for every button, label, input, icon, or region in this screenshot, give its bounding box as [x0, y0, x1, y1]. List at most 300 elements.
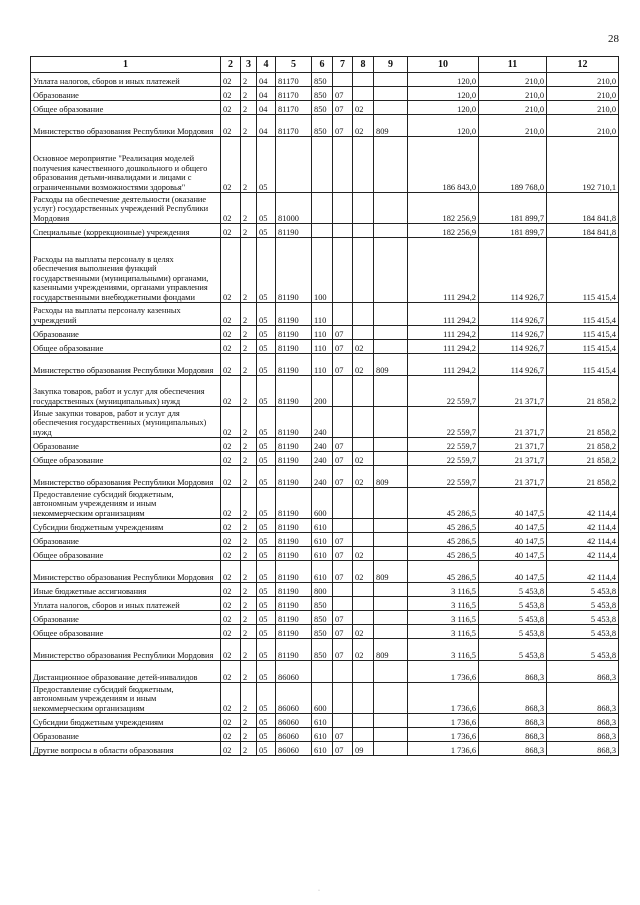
cell-value-year2: 5 453,8 [479, 583, 547, 597]
cell-expense-type: 610 [312, 519, 333, 533]
cell-subsection: 02 [353, 639, 374, 661]
cell-value-year2: 114 926,7 [479, 354, 547, 376]
cell-name: Расходы на выплаты персоналу в целях обеспечения выполнения функций государственными (муниципальными) органами, казенными учреждениями, органами управления государственными внебюджетными фондами [31, 238, 221, 303]
cell-value-year3: 115 415,4 [547, 340, 619, 354]
cell-subsection [353, 714, 374, 728]
cell-subprogram: 2 [241, 611, 257, 625]
cell-section [333, 137, 353, 193]
cell-target-code: 81190 [276, 547, 312, 561]
cell-direction: 05 [257, 519, 276, 533]
cell-value-year2: 5 453,8 [479, 597, 547, 611]
cell-value-year3: 42 114,4 [547, 533, 619, 547]
cell-ministry [374, 87, 408, 101]
cell-value-year1: 3 116,5 [408, 583, 479, 597]
cell-value-year2: 40 147,5 [479, 547, 547, 561]
cell-ministry [374, 452, 408, 466]
cell-subprogram: 2 [241, 466, 257, 488]
cell-value-year2: 5 453,8 [479, 625, 547, 639]
cell-name: Министерство образования Республики Мордовия [31, 354, 221, 376]
cell-direction: 05 [257, 238, 276, 303]
cell-name: Предоставление субсидий бюджетным, автономным учреждениям и иным некоммерческим организациям [31, 488, 221, 519]
cell-value-year1: 120,0 [408, 115, 479, 137]
cell-value-year2: 868,3 [479, 728, 547, 742]
cell-target-code: 81190 [276, 611, 312, 625]
cell-value-year3: 5 453,8 [547, 583, 619, 597]
cell-value-year1: 3 116,5 [408, 597, 479, 611]
cell-expense-type: 600 [312, 683, 333, 714]
cell-subsection [353, 376, 374, 407]
cell-direction: 05 [257, 303, 276, 326]
cell-program: 02 [221, 340, 241, 354]
cell-direction: 05 [257, 533, 276, 547]
cell-direction: 05 [257, 438, 276, 452]
cell-ministry [374, 224, 408, 238]
cell-subprogram: 2 [241, 488, 257, 519]
cell-ministry [374, 547, 408, 561]
cell-value-year3: 5 453,8 [547, 625, 619, 639]
cell-direction: 05 [257, 625, 276, 639]
cell-value-year2: 5 453,8 [479, 639, 547, 661]
cell-program: 02 [221, 238, 241, 303]
cell-name: Образование [31, 326, 221, 340]
cell-section: 07 [333, 533, 353, 547]
cell-expense-type: 850 [312, 101, 333, 115]
cell-section [333, 407, 353, 438]
cell-value-year3: 21 858,2 [547, 452, 619, 466]
cell-value-year1: 45 286,5 [408, 547, 479, 561]
cell-program: 02 [221, 639, 241, 661]
table-row [31, 639, 619, 661]
cell-target-code: 81190 [276, 533, 312, 547]
cell-expense-type: 850 [312, 625, 333, 639]
cell-expense-type [312, 137, 333, 193]
cell-target-code: 81190 [276, 488, 312, 519]
cell-program: 02 [221, 547, 241, 561]
column-header: 8 [353, 57, 374, 73]
cell-value-year1: 111 294,2 [408, 303, 479, 326]
cell-expense-type: 610 [312, 547, 333, 561]
cell-direction: 04 [257, 101, 276, 115]
cell-subsection [353, 438, 374, 452]
cell-value-year3: 210,0 [547, 115, 619, 137]
cell-expense-type [312, 224, 333, 238]
column-header: 3 [241, 57, 257, 73]
cell-name: Специальные (коррекционные) учреждения [31, 224, 221, 238]
cell-value-year1: 3 116,5 [408, 611, 479, 625]
cell-ministry [374, 238, 408, 303]
cell-program: 02 [221, 438, 241, 452]
cell-section: 07 [333, 547, 353, 561]
cell-direction: 05 [257, 683, 276, 714]
cell-ministry: 809 [374, 354, 408, 376]
cell-expense-type: 610 [312, 742, 333, 756]
cell-direction: 05 [257, 137, 276, 193]
cell-section [333, 224, 353, 238]
cell-expense-type [312, 193, 333, 224]
cell-direction: 05 [257, 354, 276, 376]
cell-value-year3: 42 114,4 [547, 488, 619, 519]
cell-name: Общее образование [31, 547, 221, 561]
cell-section: 07 [333, 340, 353, 354]
cell-value-year2: 40 147,5 [479, 561, 547, 583]
cell-value-year2: 114 926,7 [479, 326, 547, 340]
cell-value-year2: 40 147,5 [479, 533, 547, 547]
cell-name: Образование [31, 533, 221, 547]
cell-value-year2: 114 926,7 [479, 238, 547, 303]
cell-section [333, 303, 353, 326]
cell-direction: 05 [257, 714, 276, 728]
cell-value-year1: 186 843,0 [408, 137, 479, 193]
cell-target-code [276, 137, 312, 193]
cell-expense-type: 100 [312, 238, 333, 303]
cell-value-year1: 3 116,5 [408, 625, 479, 639]
cell-expense-type: 110 [312, 340, 333, 354]
cell-program: 02 [221, 714, 241, 728]
cell-program: 02 [221, 742, 241, 756]
cell-name: Уплата налогов, сборов и иных платежей [31, 597, 221, 611]
cell-subprogram: 2 [241, 547, 257, 561]
cell-program: 02 [221, 137, 241, 193]
table-row [31, 661, 619, 683]
cell-subprogram: 2 [241, 533, 257, 547]
table-row [31, 611, 619, 625]
cell-section [333, 597, 353, 611]
cell-subprogram: 2 [241, 326, 257, 340]
table-row [31, 597, 619, 611]
cell-subsection [353, 87, 374, 101]
cell-direction: 04 [257, 115, 276, 137]
table-row [31, 488, 619, 519]
cell-subprogram: 2 [241, 73, 257, 87]
cell-value-year3: 184 841,8 [547, 193, 619, 224]
cell-expense-type: 610 [312, 728, 333, 742]
cell-value-year3: 42 114,4 [547, 561, 619, 583]
column-header: 4 [257, 57, 276, 73]
column-header: 6 [312, 57, 333, 73]
cell-ministry: 809 [374, 466, 408, 488]
cell-value-year2: 21 371,7 [479, 466, 547, 488]
cell-section: 07 [333, 639, 353, 661]
cell-target-code: 81190 [276, 519, 312, 533]
cell-expense-type: 240 [312, 452, 333, 466]
cell-name: Закупка товаров, работ и услуг для обеспечения государственных (муниципальных) нужд [31, 376, 221, 407]
cell-program: 02 [221, 87, 241, 101]
cell-subsection: 02 [353, 547, 374, 561]
column-header: 11 [479, 57, 547, 73]
cell-value-year2: 181 899,7 [479, 224, 547, 238]
cell-value-year3: 868,3 [547, 742, 619, 756]
cell-subsection [353, 611, 374, 625]
cell-ministry [374, 714, 408, 728]
cell-section: 07 [333, 561, 353, 583]
cell-section [333, 238, 353, 303]
cell-subsection [353, 326, 374, 340]
cell-target-code: 81190 [276, 466, 312, 488]
cell-direction: 05 [257, 661, 276, 683]
cell-direction: 05 [257, 224, 276, 238]
cell-target-code: 86060 [276, 728, 312, 742]
cell-value-year3: 210,0 [547, 101, 619, 115]
cell-direction: 05 [257, 452, 276, 466]
table-row [31, 101, 619, 115]
cell-ministry [374, 376, 408, 407]
cell-name: Общее образование [31, 452, 221, 466]
cell-name: Министерство образования Республики Мордовия [31, 466, 221, 488]
cell-ministry: 809 [374, 561, 408, 583]
cell-value-year1: 45 286,5 [408, 561, 479, 583]
table-row [31, 354, 619, 376]
cell-target-code: 86060 [276, 742, 312, 756]
cell-target-code: 81190 [276, 224, 312, 238]
cell-direction: 05 [257, 193, 276, 224]
cell-value-year2: 114 926,7 [479, 340, 547, 354]
cell-target-code: 81190 [276, 583, 312, 597]
cell-subsection [353, 728, 374, 742]
cell-direction: 05 [257, 583, 276, 597]
cell-ministry: 809 [374, 639, 408, 661]
cell-subprogram: 2 [241, 340, 257, 354]
cell-program: 02 [221, 101, 241, 115]
cell-section: 07 [333, 611, 353, 625]
cell-value-year3: 192 710,1 [547, 137, 619, 193]
cell-value-year2: 21 371,7 [479, 438, 547, 452]
cell-target-code: 81190 [276, 639, 312, 661]
cell-ministry: 809 [374, 115, 408, 137]
cell-subsection: 02 [353, 561, 374, 583]
cell-program: 02 [221, 407, 241, 438]
budget-table [30, 56, 619, 756]
cell-subsection: 09 [353, 742, 374, 756]
table-row [31, 303, 619, 326]
cell-subprogram: 2 [241, 683, 257, 714]
cell-name: Расходы на обеспечение деятельности (оказание услуг) государственных учреждений Республики Мордовия [31, 193, 221, 224]
cell-program: 02 [221, 452, 241, 466]
cell-subprogram: 2 [241, 519, 257, 533]
cell-expense-type: 850 [312, 73, 333, 87]
cell-subsection [353, 73, 374, 87]
cell-ministry [374, 611, 408, 625]
cell-section [333, 488, 353, 519]
cell-section: 07 [333, 101, 353, 115]
cell-section: 07 [333, 326, 353, 340]
cell-expense-type: 110 [312, 303, 333, 326]
cell-expense-type: 110 [312, 354, 333, 376]
cell-program: 02 [221, 466, 241, 488]
cell-value-year2: 189 768,0 [479, 137, 547, 193]
cell-section [333, 714, 353, 728]
cell-ministry [374, 101, 408, 115]
cell-section: 07 [333, 625, 353, 639]
cell-subsection: 02 [353, 625, 374, 639]
cell-program: 02 [221, 193, 241, 224]
cell-ministry [374, 73, 408, 87]
cell-ministry [374, 742, 408, 756]
cell-subprogram: 2 [241, 115, 257, 137]
cell-subprogram: 2 [241, 583, 257, 597]
cell-ministry [374, 625, 408, 639]
cell-name: Министерство образования Республики Мордовия [31, 115, 221, 137]
cell-name: Образование [31, 728, 221, 742]
column-header: 1 [31, 57, 221, 73]
cell-target-code: 86060 [276, 714, 312, 728]
table-row [31, 407, 619, 438]
cell-value-year2: 21 371,7 [479, 407, 547, 438]
cell-value-year2: 21 371,7 [479, 452, 547, 466]
cell-direction: 05 [257, 407, 276, 438]
cell-subsection [353, 407, 374, 438]
cell-target-code: 81190 [276, 561, 312, 583]
cell-value-year1: 111 294,2 [408, 340, 479, 354]
cell-subprogram: 2 [241, 238, 257, 303]
cell-ministry [374, 326, 408, 340]
cell-ministry [374, 728, 408, 742]
cell-section [333, 683, 353, 714]
cell-section: 07 [333, 438, 353, 452]
cell-program: 02 [221, 561, 241, 583]
cell-ministry [374, 661, 408, 683]
cell-target-code: 86060 [276, 661, 312, 683]
cell-target-code: 81190 [276, 376, 312, 407]
cell-expense-type: 200 [312, 376, 333, 407]
cell-expense-type: 600 [312, 488, 333, 519]
cell-ministry [374, 137, 408, 193]
cell-subprogram: 2 [241, 742, 257, 756]
cell-program: 02 [221, 519, 241, 533]
cell-ministry [374, 533, 408, 547]
cell-direction: 05 [257, 376, 276, 407]
cell-value-year3: 5 453,8 [547, 611, 619, 625]
cell-value-year2: 210,0 [479, 73, 547, 87]
table-row [31, 115, 619, 137]
cell-value-year3: 21 858,2 [547, 466, 619, 488]
cell-value-year2: 868,3 [479, 742, 547, 756]
cell-expense-type: 800 [312, 583, 333, 597]
cell-direction: 04 [257, 73, 276, 87]
cell-program: 02 [221, 73, 241, 87]
table-row [31, 452, 619, 466]
cell-value-year3: 21 858,2 [547, 438, 619, 452]
cell-program: 02 [221, 597, 241, 611]
cell-section [333, 661, 353, 683]
cell-expense-type: 240 [312, 466, 333, 488]
cell-subsection: 02 [353, 452, 374, 466]
cell-value-year2: 210,0 [479, 101, 547, 115]
cell-name: Общее образование [31, 625, 221, 639]
cell-value-year3: 115 415,4 [547, 326, 619, 340]
cell-section [333, 376, 353, 407]
cell-value-year2: 210,0 [479, 115, 547, 137]
cell-value-year3: 868,3 [547, 714, 619, 728]
cell-direction: 05 [257, 326, 276, 340]
scan-mark: · [318, 888, 320, 894]
cell-value-year3: 868,3 [547, 661, 619, 683]
cell-program: 02 [221, 661, 241, 683]
cell-target-code: 86060 [276, 683, 312, 714]
cell-value-year1: 120,0 [408, 101, 479, 115]
cell-name: Общее образование [31, 340, 221, 354]
cell-program: 02 [221, 115, 241, 137]
table-row [31, 224, 619, 238]
cell-subsection: 02 [353, 115, 374, 137]
table-row [31, 137, 619, 193]
table-row [31, 533, 619, 547]
cell-target-code: 81190 [276, 597, 312, 611]
cell-section [333, 583, 353, 597]
cell-program: 02 [221, 224, 241, 238]
cell-section: 07 [333, 466, 353, 488]
cell-section: 07 [333, 87, 353, 101]
cell-expense-type: 610 [312, 561, 333, 583]
cell-section: 07 [333, 742, 353, 756]
table-row [31, 340, 619, 354]
table-row [31, 466, 619, 488]
cell-subprogram: 2 [241, 101, 257, 115]
cell-value-year1: 111 294,2 [408, 354, 479, 376]
cell-direction: 05 [257, 597, 276, 611]
table-row [31, 87, 619, 101]
cell-direction: 05 [257, 639, 276, 661]
column-header: 10 [408, 57, 479, 73]
cell-ministry [374, 683, 408, 714]
cell-value-year1: 1 736,6 [408, 683, 479, 714]
cell-direction: 05 [257, 547, 276, 561]
table-row [31, 547, 619, 561]
cell-expense-type: 110 [312, 326, 333, 340]
cell-value-year2: 5 453,8 [479, 611, 547, 625]
cell-subsection [353, 193, 374, 224]
cell-subprogram: 2 [241, 452, 257, 466]
column-header: 12 [547, 57, 619, 73]
cell-subprogram: 2 [241, 407, 257, 438]
cell-section [333, 519, 353, 533]
cell-target-code: 81190 [276, 238, 312, 303]
cell-name: Предоставление субсидий бюджетным, автономным учреждениям и иным некоммерческим организациям [31, 683, 221, 714]
cell-value-year1: 22 559,7 [408, 452, 479, 466]
cell-name: Иные закупки товаров, работ и услуг для обеспечения государственных (муниципальных) нужд [31, 407, 221, 438]
cell-expense-type: 240 [312, 407, 333, 438]
table-row [31, 238, 619, 303]
table-body [31, 73, 619, 756]
cell-value-year1: 1 736,6 [408, 714, 479, 728]
cell-program: 02 [221, 376, 241, 407]
cell-value-year2: 40 147,5 [479, 519, 547, 533]
cell-direction: 05 [257, 742, 276, 756]
cell-value-year2: 114 926,7 [479, 303, 547, 326]
cell-subsection: 02 [353, 340, 374, 354]
cell-name: Образование [31, 611, 221, 625]
cell-subprogram: 2 [241, 137, 257, 193]
cell-section [333, 193, 353, 224]
cell-subprogram: 2 [241, 354, 257, 376]
cell-subsection [353, 303, 374, 326]
column-header: 2 [221, 57, 241, 73]
cell-expense-type: 240 [312, 438, 333, 452]
cell-value-year1: 22 559,7 [408, 407, 479, 438]
cell-target-code: 81170 [276, 115, 312, 137]
cell-program: 02 [221, 326, 241, 340]
cell-name: Другие вопросы в области образования [31, 742, 221, 756]
cell-subprogram: 2 [241, 193, 257, 224]
cell-direction: 05 [257, 611, 276, 625]
cell-value-year3: 184 841,8 [547, 224, 619, 238]
cell-section: 07 [333, 115, 353, 137]
cell-program: 02 [221, 354, 241, 376]
cell-value-year1: 22 559,7 [408, 376, 479, 407]
cell-value-year1: 120,0 [408, 73, 479, 87]
cell-value-year1: 111 294,2 [408, 326, 479, 340]
column-header: 9 [374, 57, 408, 73]
cell-direction: 05 [257, 728, 276, 742]
